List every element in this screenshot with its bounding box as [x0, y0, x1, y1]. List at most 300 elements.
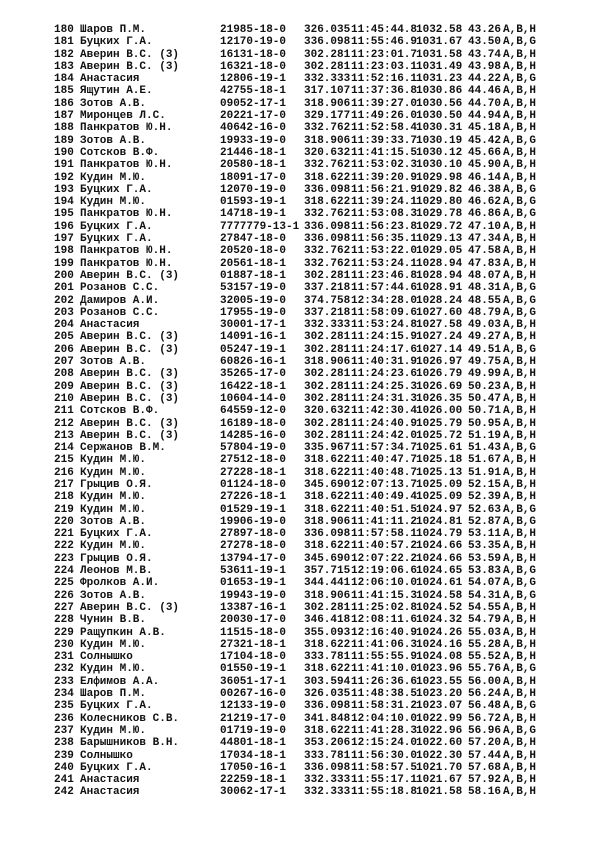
- participant-name: Грыцив О.Я.: [80, 552, 153, 565]
- category-flags: A,B,H: [503, 626, 537, 639]
- table-row: [0, 467, 600, 479]
- coefficient-value: 47.34: [468, 233, 502, 246]
- distance-value: 336.098: [304, 761, 351, 774]
- distance-value: 318.622: [304, 466, 351, 479]
- table-row: [0, 196, 600, 208]
- category-flags: A,B,H: [503, 405, 537, 418]
- ring-code: 21446-18-1: [220, 146, 287, 159]
- distance-value: 302.281: [304, 392, 351, 405]
- place-number: 199: [54, 257, 74, 270]
- distance-value: 317.107: [304, 85, 351, 98]
- participant-name: Солнышко: [80, 749, 133, 762]
- table-row: [0, 454, 600, 466]
- ring-code: 19943-19-0: [220, 589, 287, 602]
- participant-name: Кудин М.Ю.: [80, 663, 147, 676]
- speed-value: 1028.24: [416, 294, 463, 307]
- arrival-time: 11:26:36.6: [351, 675, 418, 688]
- distance-value: 332.333: [304, 786, 351, 799]
- speed-value: 1030.12: [416, 146, 463, 159]
- participant-name: Панкратов Ю.Н.: [80, 208, 173, 221]
- distance-value: 302.281: [304, 269, 351, 282]
- speed-value: 1029.82: [416, 183, 463, 196]
- coefficient-value: 55.03: [468, 626, 502, 639]
- table-row: [0, 516, 600, 528]
- arrival-time: 11:55:18.8: [351, 786, 418, 799]
- distance-value: 332.333: [304, 319, 351, 332]
- ring-code: 16321-18-0: [220, 60, 287, 73]
- category-flags: A,B,H: [503, 319, 537, 332]
- coefficient-value: 52.63: [468, 503, 502, 516]
- distance-value: 302.281: [304, 60, 351, 73]
- arrival-time: 11:56:23.8: [351, 220, 418, 233]
- coefficient-value: 54.55: [468, 601, 502, 614]
- distance-value: 320.632: [304, 405, 351, 418]
- participant-name: Панкратов Ю.Н.: [80, 257, 173, 270]
- table-row: [0, 491, 600, 503]
- ring-code: 27226-18-1: [220, 491, 287, 504]
- table-row: [0, 208, 600, 220]
- coefficient-value: 54.07: [468, 577, 502, 590]
- ring-code: 20030-17-0: [220, 614, 287, 627]
- ring-code: 27278-18-0: [220, 540, 287, 553]
- participant-name: Аверин В.С. (3): [80, 368, 180, 381]
- distance-value: 318.622: [304, 491, 351, 504]
- table-row: [0, 122, 600, 134]
- participant-name: Аверин В.С. (3): [80, 343, 180, 356]
- ring-code: 12806-19-1: [220, 73, 287, 86]
- speed-value: 1026.35: [416, 392, 463, 405]
- category-flags: A,B,H: [503, 651, 537, 664]
- speed-value: 1027.24: [416, 331, 463, 344]
- coefficient-value: 47.58: [468, 245, 502, 258]
- speed-value: 1025.13: [416, 466, 463, 479]
- table-row: [0, 233, 600, 245]
- table-row: [0, 405, 600, 417]
- participant-name: Кудин М.Ю.: [80, 638, 147, 651]
- speed-value: 1030.31: [416, 122, 463, 135]
- distance-value: 332.762: [304, 122, 351, 135]
- coefficient-value: 50.23: [468, 380, 502, 393]
- speed-value: 1025.72: [416, 429, 463, 442]
- category-flags: A,B,H: [503, 356, 537, 369]
- category-flags: A,B,G: [503, 208, 537, 221]
- participant-name: Кудин М.Ю.: [80, 466, 147, 479]
- distance-value: 333.781: [304, 651, 351, 664]
- participant-name: Анастасия: [80, 73, 140, 86]
- participant-name: Анастасия: [80, 774, 140, 787]
- category-flags: A,B,G: [503, 589, 537, 602]
- coefficient-value: 56.00: [468, 675, 502, 688]
- category-flags: A,B,H: [503, 552, 537, 565]
- coefficient-value: 46.86: [468, 208, 502, 221]
- table-row: [0, 713, 600, 725]
- ring-code: 30062-17-1: [220, 786, 287, 799]
- participant-name: Шаров П.М.: [80, 688, 147, 701]
- speed-value: 1024.65: [416, 565, 463, 578]
- arrival-time: 11:24:40.9: [351, 417, 418, 430]
- table-row: [0, 159, 600, 171]
- distance-value: 302.281: [304, 429, 351, 442]
- speed-value: 1027.14: [416, 343, 463, 356]
- category-flags: A,B,H: [503, 85, 537, 98]
- ring-code: 17050-16-1: [220, 761, 287, 774]
- category-flags: A,B,G: [503, 36, 537, 49]
- table-row: [0, 184, 600, 196]
- category-flags: A,B,H: [503, 60, 537, 73]
- place-number: 208: [54, 368, 74, 381]
- distance-value: 302.281: [304, 343, 351, 356]
- category-flags: A,B,H: [503, 269, 537, 282]
- coefficient-value: 45.90: [468, 159, 502, 172]
- speed-value: 1023.96: [416, 663, 463, 676]
- distance-value: 332.333: [304, 774, 351, 787]
- coefficient-value: 48.55: [468, 294, 502, 307]
- coefficient-value: 43.50: [468, 36, 502, 49]
- place-number: 211: [54, 405, 74, 418]
- distance-value: 302.281: [304, 48, 351, 61]
- table-row: [0, 565, 600, 577]
- place-number: 183: [54, 60, 74, 73]
- arrival-time: 11:58:31.2: [351, 700, 418, 713]
- ring-code: 27512-18-0: [220, 454, 287, 467]
- category-flags: A,B,H: [503, 220, 537, 233]
- place-number: 242: [54, 786, 74, 799]
- arrival-time: 11:40:47.7: [351, 454, 418, 467]
- ring-code: 00267-16-0: [220, 688, 287, 701]
- ring-code: 21219-17-0: [220, 712, 287, 725]
- ring-code: 12133-19-0: [220, 700, 287, 713]
- category-flags: A,B,G: [503, 503, 537, 516]
- distance-value: 345.690: [304, 478, 351, 491]
- place-number: 202: [54, 294, 74, 307]
- table-row: [0, 282, 600, 294]
- arrival-time: 11:41:10.0: [351, 663, 418, 676]
- table-row: [0, 73, 600, 85]
- speed-value: 1029.72: [416, 220, 463, 233]
- distance-value: 332.762: [304, 257, 351, 270]
- speed-value: 1024.16: [416, 638, 463, 651]
- place-number: 201: [54, 282, 74, 295]
- coefficient-value: 51.43: [468, 442, 502, 455]
- ring-code: 27321-18-1: [220, 638, 287, 651]
- arrival-time: 11:40:48.7: [351, 466, 418, 479]
- results-list: [0, 24, 600, 799]
- arrival-time: 11:39:27.0: [351, 97, 418, 110]
- table-row: [0, 258, 600, 270]
- ring-code: 20580-18-1: [220, 159, 287, 172]
- arrival-time: 11:57:34.7: [351, 442, 418, 455]
- arrival-time: 12:15:24.0: [351, 737, 418, 750]
- arrival-time: 11:24:42.0: [351, 429, 418, 442]
- place-number: 190: [54, 146, 74, 159]
- category-flags: A,B,G: [503, 515, 537, 528]
- participant-name: Розанов С.С.: [80, 306, 160, 319]
- place-number: 207: [54, 356, 74, 369]
- category-flags: A,B,G: [503, 306, 537, 319]
- speed-value: 1026.79: [416, 368, 463, 381]
- speed-value: 1023.55: [416, 675, 463, 688]
- arrival-time: 11:24:25.3: [351, 380, 418, 393]
- coefficient-value: 53.83: [468, 565, 502, 578]
- arrival-time: 11:41:11.2: [351, 515, 418, 528]
- coefficient-value: 50.95: [468, 417, 502, 430]
- speed-value: 1030.19: [416, 134, 463, 147]
- place-number: 196: [54, 220, 74, 233]
- category-flags: A,B,H: [503, 146, 537, 159]
- category-flags: A,B,H: [503, 24, 537, 36]
- participant-name: Буцких Г.А.: [80, 183, 153, 196]
- coefficient-value: 44.46: [468, 85, 502, 98]
- table-row: [0, 774, 600, 786]
- ring-code: 20561-18-1: [220, 257, 287, 270]
- participant-name: Зотов А.В.: [80, 515, 147, 528]
- arrival-time: 12:07:13.7: [351, 478, 418, 491]
- ring-code: 16189-18-0: [220, 417, 287, 430]
- place-number: 233: [54, 675, 74, 688]
- speed-value: 1025.09: [416, 478, 463, 491]
- ring-code: 01529-19-1: [220, 503, 287, 516]
- speed-value: 1022.96: [416, 724, 463, 737]
- arrival-time: 11:39:24.1: [351, 196, 418, 209]
- coefficient-value: 56.72: [468, 712, 502, 725]
- speed-value: 1027.60: [416, 306, 463, 319]
- arrival-time: 11:42:30.4: [351, 405, 418, 418]
- participant-name: Елфимов А.А.: [80, 675, 160, 688]
- coefficient-value: 46.14: [468, 171, 502, 184]
- distance-value: 302.281: [304, 331, 351, 344]
- category-flags: A,B,G: [503, 343, 537, 356]
- place-number: 194: [54, 196, 74, 209]
- category-flags: A,B,H: [503, 171, 537, 184]
- table-row: [0, 331, 600, 343]
- ring-code: 40642-16-0: [220, 122, 287, 135]
- coefficient-value: 49.99: [468, 368, 502, 381]
- place-number: 200: [54, 269, 74, 282]
- speed-value: 1028.94: [416, 257, 463, 270]
- table-row: [0, 98, 600, 110]
- participant-name: Аверин В.С. (3): [80, 392, 180, 405]
- coefficient-value: 43.74: [468, 48, 502, 61]
- coefficient-value: 48.07: [468, 269, 502, 282]
- category-flags: A,B,H: [503, 688, 537, 701]
- ring-code: 14285-16-0: [220, 429, 287, 442]
- distance-value: 303.594: [304, 675, 351, 688]
- distance-value: 337.218: [304, 282, 351, 295]
- arrival-time: 12:34:28.0: [351, 294, 418, 307]
- arrival-time: 11:53:24.8: [351, 319, 418, 332]
- ring-code: 57804-19-0: [220, 442, 287, 455]
- distance-value: 326.035: [304, 688, 351, 701]
- table-row: [0, 147, 600, 159]
- table-row: [0, 627, 600, 639]
- arrival-time: 11:23:46.8: [351, 269, 418, 282]
- ring-code: 17034-18-1: [220, 749, 287, 762]
- ring-code: 22259-18-1: [220, 774, 287, 787]
- place-number: 213: [54, 429, 74, 442]
- table-row: [0, 295, 600, 307]
- distance-value: 318.622: [304, 503, 351, 516]
- coefficient-value: 49.03: [468, 319, 502, 332]
- participant-name: Кудин М.Ю.: [80, 454, 147, 467]
- place-number: 198: [54, 245, 74, 258]
- category-flags: A,B,G: [503, 724, 537, 737]
- ring-code: 53157-19-0: [220, 282, 287, 295]
- participant-name: Солнышко: [80, 651, 133, 664]
- table-row: [0, 504, 600, 516]
- coefficient-value: 55.76: [468, 663, 502, 676]
- ring-code: 01124-18-0: [220, 478, 287, 491]
- place-number: 212: [54, 417, 74, 430]
- category-flags: A,B,G: [503, 183, 537, 196]
- table-row: [0, 676, 600, 688]
- distance-value: 302.281: [304, 417, 351, 430]
- distance-value: 332.333: [304, 73, 351, 86]
- speed-value: 1024.32: [416, 614, 463, 627]
- distance-value: 346.418: [304, 614, 351, 627]
- table-row: [0, 540, 600, 552]
- place-number: 230: [54, 638, 74, 651]
- participant-name: Аверин В.С. (3): [80, 417, 180, 430]
- table-row: [0, 553, 600, 565]
- participant-name: Шаров П.М.: [80, 24, 147, 36]
- arrival-time: 11:41:15.5: [351, 146, 418, 159]
- table-row: [0, 172, 600, 184]
- distance-value: 318.622: [304, 540, 351, 553]
- place-number: 197: [54, 233, 74, 246]
- speed-value: 1022.60: [416, 737, 463, 750]
- arrival-time: 11:24:15.9: [351, 331, 418, 344]
- coefficient-value: 51.67: [468, 454, 502, 467]
- table-row: [0, 49, 600, 61]
- coefficient-value: 48.31: [468, 282, 502, 295]
- category-flags: A,B,H: [503, 638, 537, 651]
- ring-code: 13794-17-0: [220, 552, 287, 565]
- speed-value: 1024.97: [416, 503, 463, 516]
- category-flags: A,B,H: [503, 245, 537, 258]
- arrival-time: 11:39:20.9: [351, 171, 418, 184]
- distance-value: 318.906: [304, 356, 351, 369]
- distance-value: 302.281: [304, 601, 351, 614]
- place-number: 203: [54, 306, 74, 319]
- speed-value: 1021.67: [416, 774, 463, 787]
- place-number: 236: [54, 712, 74, 725]
- table-row: [0, 418, 600, 430]
- category-flags: A,B,G: [503, 663, 537, 676]
- ring-code: 64559-12-0: [220, 405, 287, 418]
- coefficient-value: 47.10: [468, 220, 502, 233]
- coefficient-value: 48.79: [468, 306, 502, 319]
- arrival-time: 11:24:17.6: [351, 343, 418, 356]
- place-number: 217: [54, 478, 74, 491]
- coefficient-value: 49.51: [468, 343, 502, 356]
- speed-value: 1024.58: [416, 589, 463, 602]
- coefficient-value: 51.91: [468, 466, 502, 479]
- table-row: [0, 577, 600, 589]
- ring-code: 13387-16-1: [220, 601, 287, 614]
- ring-code: 21985-18-0: [220, 24, 287, 36]
- speed-value: 1025.09: [416, 491, 463, 504]
- speed-value: 1028.94: [416, 269, 463, 282]
- coefficient-value: 52.15: [468, 478, 502, 491]
- table-row: [0, 651, 600, 663]
- speed-value: 1026.69: [416, 380, 463, 393]
- arrival-time: 11:56:30.0: [351, 749, 418, 762]
- coefficient-value: 52.87: [468, 515, 502, 528]
- category-flags: A,B,H: [503, 429, 537, 442]
- ring-code: 11515-18-0: [220, 626, 287, 639]
- distance-value: 318.906: [304, 134, 351, 147]
- category-flags: A,B,H: [503, 478, 537, 491]
- distance-value: 329.177: [304, 110, 351, 123]
- arrival-time: 12:04:10.0: [351, 712, 418, 725]
- distance-value: 318.906: [304, 589, 351, 602]
- table-row: [0, 344, 600, 356]
- category-flags: A,B,H: [503, 331, 537, 344]
- place-number: 181: [54, 36, 74, 49]
- place-number: 225: [54, 577, 74, 590]
- speed-value: 1025.79: [416, 417, 463, 430]
- table-row: [0, 245, 600, 257]
- speed-value: 1032.58: [416, 24, 463, 36]
- category-flags: A,B,H: [503, 786, 537, 799]
- arrival-time: 11:40:49.4: [351, 491, 418, 504]
- arrival-time: 11:39:33.7: [351, 134, 418, 147]
- place-number: 214: [54, 442, 74, 455]
- place-number: 209: [54, 380, 74, 393]
- ring-code: 01719-19-0: [220, 724, 287, 737]
- ring-code: 12170-19-0: [220, 36, 287, 49]
- distance-value: 335.967: [304, 442, 351, 455]
- ring-code: 01887-18-1: [220, 269, 287, 282]
- participant-name: Грыцив О.Я.: [80, 478, 153, 491]
- category-flags: A,B,G: [503, 282, 537, 295]
- speed-value: 1031.58: [416, 48, 463, 61]
- place-number: 210: [54, 392, 74, 405]
- arrival-time: 11:52:16.1: [351, 73, 418, 86]
- arrival-time: 11:57:44.6: [351, 282, 418, 295]
- participant-name: Миронцев Л.С.: [80, 110, 166, 123]
- coefficient-value: 54.31: [468, 589, 502, 602]
- speed-value: 1029.80: [416, 196, 463, 209]
- category-flags: A,B,H: [503, 540, 537, 553]
- participant-name: Аверин В.С. (3): [80, 60, 180, 73]
- arrival-time: 11:25:02.8: [351, 601, 418, 614]
- place-number: 185: [54, 85, 74, 98]
- speed-value: 1022.99: [416, 712, 463, 725]
- arrival-time: 12:08:11.6: [351, 614, 418, 627]
- ring-code: 27228-18-1: [220, 466, 287, 479]
- table-row: [0, 750, 600, 762]
- place-number: 238: [54, 737, 74, 750]
- place-number: 188: [54, 122, 74, 135]
- ring-code: 44801-18-1: [220, 737, 287, 750]
- distance-value: 353.206: [304, 737, 351, 750]
- place-number: 180: [54, 24, 74, 36]
- table-row: [0, 110, 600, 122]
- place-number: 229: [54, 626, 74, 639]
- speed-value: 1024.26: [416, 626, 463, 639]
- coefficient-value: 57.44: [468, 749, 502, 762]
- speed-value: 1029.05: [416, 245, 463, 258]
- distance-value: 336.098: [304, 233, 351, 246]
- participant-name: Аверин В.С. (3): [80, 269, 180, 282]
- category-flags: A,B,H: [503, 614, 537, 627]
- table-row: [0, 430, 600, 442]
- place-number: 206: [54, 343, 74, 356]
- participant-name: Сотсков В.Ф.: [80, 405, 160, 418]
- speed-value: 1024.61: [416, 577, 463, 590]
- coefficient-value: 56.48: [468, 700, 502, 713]
